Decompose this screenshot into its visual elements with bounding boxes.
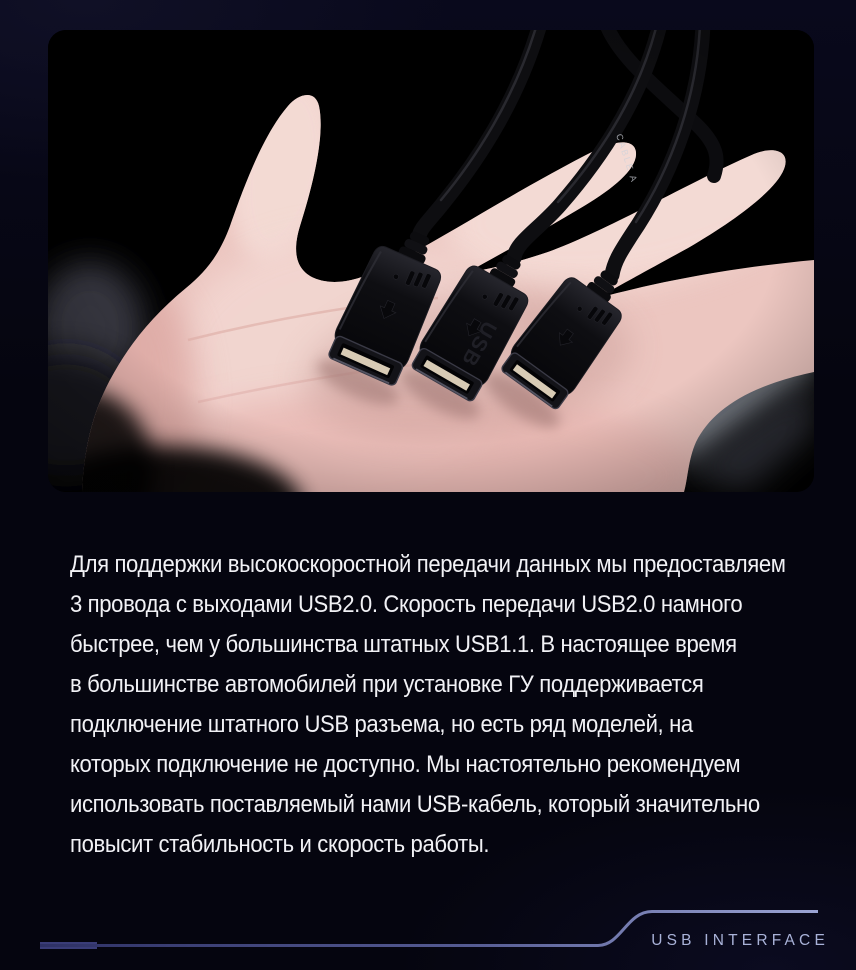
hand-with-usb-connectors-photo <box>48 30 814 492</box>
description-line: подключение штатного USB разъема, но есть ряд моделей, на <box>70 711 693 738</box>
description-line: Для поддержки высокоскоростной передачи данных мы предоставляем <box>70 551 786 578</box>
photo-vignette <box>48 30 814 492</box>
description-line: в большинстве автомобилей при установке ГУ поддерживается <box>70 671 704 698</box>
description-line: повысит стабильность и скорость работы. <box>70 831 490 858</box>
description-line: использовать поставляемый нами USB-кабель, который значительно <box>70 791 760 818</box>
product-photo <box>48 30 814 492</box>
description-line: быстрее, чем у большинства штатных USB1.1. В настоящее время <box>70 631 737 658</box>
description-line: 3 провода с выходами USB2.0. Скорость передачи USB2.0 намного <box>70 591 743 618</box>
description-text <box>70 545 810 865</box>
description-line: которых подключение не доступно. Мы настоятельно рекомендуем <box>70 751 741 778</box>
footer-label: USB INTERFACE <box>651 932 829 949</box>
